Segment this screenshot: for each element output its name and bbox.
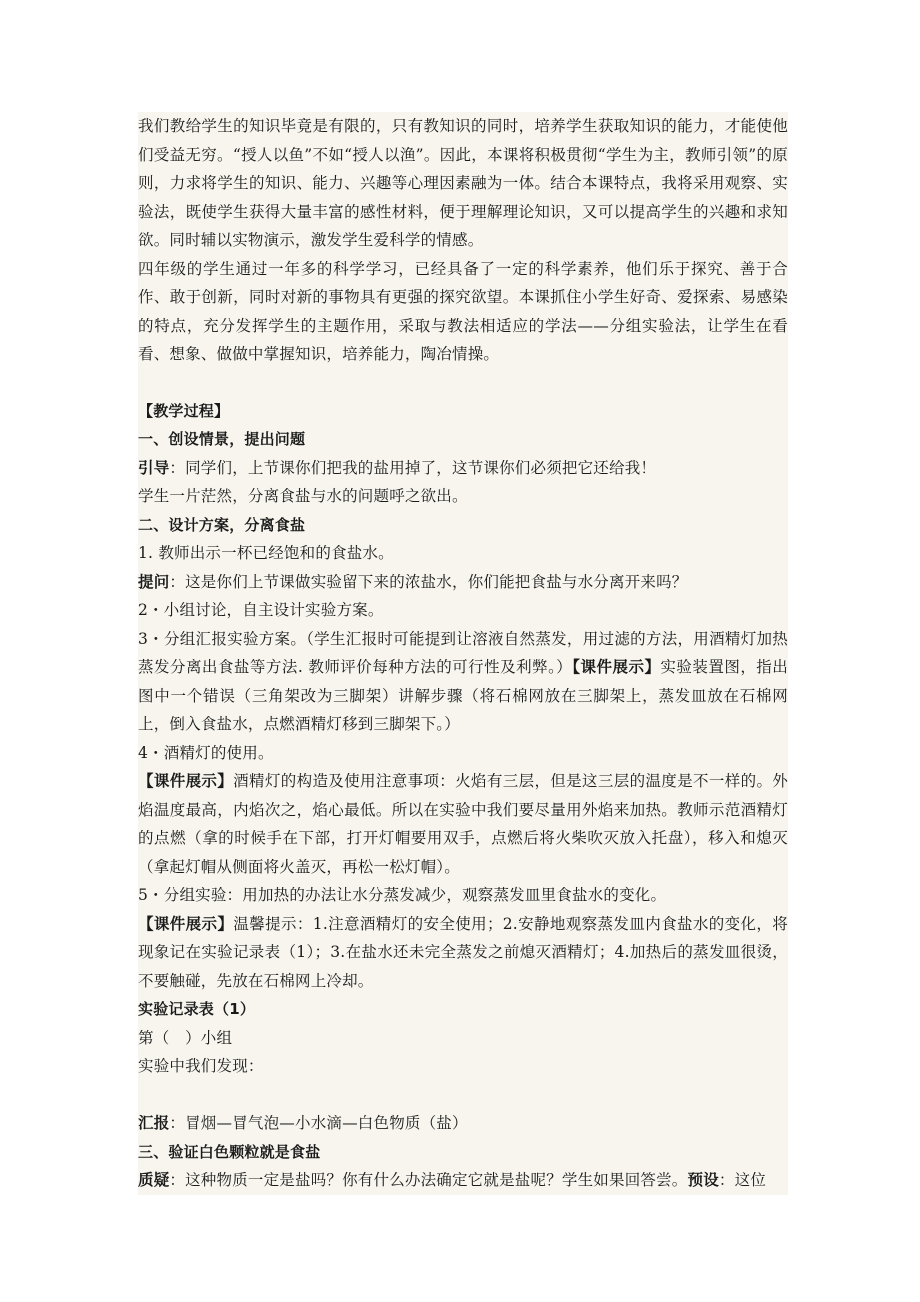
item5-detail-text: 温馨提示：1.注意酒精灯的安全使用；2.安静地观察蒸发皿内食盐水的变化，将现象记在实验记录表（1）；3.在盐水还未完全蒸发之前熄灭酒精灯；4.加热后的蒸发皿很烫，不要触碰，先放在石棉网上冷却。 xyxy=(138,914,788,990)
s2-item-5: 5・分组实验：用加热的办法让水分蒸发减少，观察蒸发皿里食盐水的变化。 xyxy=(138,886,667,904)
ask-label: 提问 xyxy=(138,571,170,591)
courseware-tag: 【课件展示】 xyxy=(572,657,661,676)
section-3-heading: 三、验证白色颗粒就是食盐 xyxy=(138,1142,321,1161)
intro-paragraph-2: 四年级的学生通过一年多的科学学习，已经具备了一定的科学素养，他们乐于探究、善于合作、敢于创新，同时对新的事物具有更强的探究欲望。本课抓住小学生好奇、爱探索、易感染的特点，充分发挥学生的主题作用，采取与教法相适应的学法——分组实验法，让学生在看看、想象、做做中掌握知识，培养能力，陶冶情操。 xyxy=(138,259,788,363)
s2-item-1: 1. 教师出示一杯已经饱和的食盐水。 xyxy=(138,544,394,562)
record-found-text: 实验中我们发现： xyxy=(138,1057,264,1075)
item3-text-a: 3・分组汇报实验方案。（学生汇报时可能提到让溶液自然蒸发，用过滤的方法，用酒精灯加热蒸发分离出食盐等方法. 教师评价每种方法的可行性及利弊。） xyxy=(138,629,788,676)
courseware-tag: 【课件展示】 xyxy=(138,771,234,790)
record-table-title: 实验记录表（1） xyxy=(138,1000,256,1018)
item3-text-b: 实验装置图，指出图中一个错误（三角架改为三脚架）讲解步骤（将石棉网放在三脚架上，蒸发皿放在石棉网上，倒入食盐水，点燃酒精灯移到三脚架下。） xyxy=(138,658,788,733)
question-label: 质疑 xyxy=(138,1170,170,1189)
question-text: ：这种物质一定是盐吗？你有什么办法确定它就是盐呢？学生如果回答尝。 xyxy=(169,1171,688,1189)
s3-question xyxy=(138,1166,788,1195)
intro-paragraph-1: 我们教给学生的知识毕竟是有限的，只有教知识的同时，培养学生获取知识的能力，才能使他们受益无穷。“授人以鱼”不如“授人以渔”。因此，本课将积极贯彻“学生为主，教师引领”的原则，力求将学生的知识、能力、兴趣等心理因素融为一体。结合本课特点，我将采用观察、实验法，既使学生获得大量丰富的感性材料，便于理解理论知识，又可以提高学生的兴趣和求知欲。同时辅以实物演示，激发学生爱科学的情感。 xyxy=(138,117,788,249)
lead-text: ：同学们，上节课你们把我的盐用掉了，这节课你们必须把它还给我！ xyxy=(169,458,657,477)
section-title: 【教学过程】 xyxy=(138,401,230,420)
ask-text: ：这是你们上节课做实验留下来的浓盐水，你们能把食盐与水分离开来吗？ xyxy=(169,572,688,591)
record-found xyxy=(138,1052,788,1081)
s1-lead xyxy=(138,454,788,483)
report-label: 汇报 xyxy=(138,1113,170,1132)
preset-text: ：这位 xyxy=(718,1171,767,1189)
s1-line-2: 学生一片茫然，分离食盐与水的问题呼之欲出。 xyxy=(138,487,468,505)
spacer xyxy=(138,369,788,397)
section-1-heading: 一、创设情景，提出问题 xyxy=(138,430,306,448)
s2-item-5-detail xyxy=(138,910,788,996)
item4-detail-text: 酒精灯的构造及使用注意事项：火焰有三层，但是这三层的温度是不一样的。外焰温度最高，内焰次之，焰心最低。所以在实验中我们要尽量用外焰来加热。教师示范酒精灯的点燃（拿的时候手在下部，打开灯帽要用双手，点燃后将火柴吹灭放入托盘），移入和熄灭（拿起灯帽从侧面将火盖灭，再松一松灯帽）。 xyxy=(138,772,788,876)
s2-item-2: 2・小组讨论，自主设计实验方案。 xyxy=(138,601,384,619)
s2-ask xyxy=(138,568,788,597)
report xyxy=(138,1109,788,1138)
s2-item-4: 4・酒精灯的使用。 xyxy=(138,743,274,762)
record-group: 第（ ）小组 xyxy=(138,1028,233,1047)
s2-item-4-detail xyxy=(138,767,788,881)
section-2-heading: 二、设计方案，分离食盐 xyxy=(138,515,306,534)
preset-label: 预设 xyxy=(687,1170,719,1189)
document-body xyxy=(138,112,788,1195)
lead-label: 引导 xyxy=(138,457,170,477)
courseware-tag: 【课件展示】 xyxy=(138,913,234,933)
s2-item-3 xyxy=(138,625,788,739)
spacer xyxy=(138,1081,788,1110)
report-text: ：冒烟—冒气泡—小水滴—白色物质（盐） xyxy=(169,1114,468,1132)
